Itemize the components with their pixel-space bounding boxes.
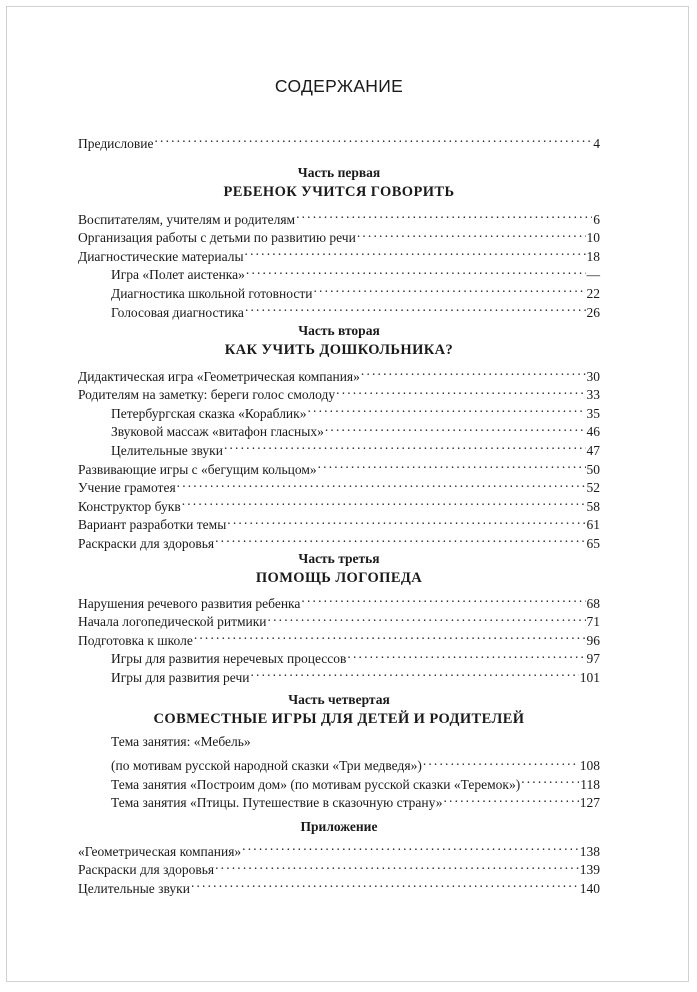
toc-entry-title: Целительные звуки [111,442,223,458]
toc-entry-title: Учение грамотея [78,480,176,496]
toc-entry-title: Тема занятия «Построим дом» (по мотивам русской сказки «Теремок») [111,776,521,792]
intro-block [78,129,600,151]
toc-entry-first-line[interactable]: Тема занятия: «Мебель» [111,734,251,749]
toc-entry-page: 58 [586,498,600,514]
toc-entry-page: 46 [586,424,600,440]
toc-entry[interactable] [78,837,600,859]
dot-leader [194,626,586,645]
dot-leader [296,205,592,224]
dot-leader [307,399,585,418]
toc-entry[interactable] [78,589,600,611]
part-title: СОВМЕСТНЫЕ ИГРЫ ДЛЯ ДЕТЕЙ И РОДИТЕЛЕЙ [153,711,525,727]
part-2 [78,321,600,361]
toc-entry-title: Предисловие [78,135,154,151]
toc-entry-page: 33 [586,387,600,403]
toc-entry-page: 101 [579,669,600,685]
dot-leader [246,261,586,280]
part-2-entries [78,362,600,551]
dot-leader [313,279,585,298]
part-3-entries [78,589,600,685]
toc-entry-title: Тема занятия «Птицы. Путешествие в сказочную страну» [111,795,443,811]
part-label: Часть первая [297,165,381,180]
toc-entry[interactable] [78,205,600,227]
dot-leader [215,856,579,875]
dot-leader [347,645,585,664]
part-3 [78,549,600,589]
dot-leader [154,129,592,148]
dot-leader [318,455,586,474]
toc-entry-page: 68 [586,595,600,611]
toc-entry-page: 35 [586,405,600,421]
dot-leader [250,663,578,682]
part-title: КАК УЧИТЬ ДОШКОЛЬНИКА? [224,342,454,358]
toc-entry-title: Дидактическая игра «Геометрическая компания» [78,368,360,384]
dot-leader [325,418,586,437]
toc-entry-title: Голосовая диагностика [111,304,244,320]
toc-entry-title: «Геометрическая компания» [78,843,242,859]
dot-leader [245,242,586,261]
part-label: Часть третья [298,551,380,566]
toc-entry-title: Игры для развития неречевых процессов [111,651,347,667]
dot-leader [191,874,579,893]
toc-entry-title: Игры для развития речи [111,669,250,685]
dot-leader [268,608,586,627]
appendix-entries [78,837,600,896]
dot-leader [301,589,585,608]
part-1-entries [78,205,600,320]
part-label: Часть вторая [298,323,380,338]
dot-leader [336,381,585,400]
toc-entry-title: Диагностические материалы [78,248,244,264]
toc-entry-title: Развивающие игры с «бегущим кольцом» [78,461,317,477]
toc-entry-page: 140 [579,880,600,896]
toc-entry-title: Раскраски для здоровья [78,535,215,551]
toc-entry[interactable] [78,362,600,384]
toc-entry-page: 50 [586,461,600,477]
toc-entry-title: Диагностика школьной готовности [111,285,313,301]
toc-entry-page: 138 [579,843,600,859]
dot-leader [357,224,586,243]
dot-leader [227,511,585,530]
toc-entry-title: Конструктор букв [78,498,181,514]
toc-entry-title: Нарушения речевого развития ребенка [78,595,301,611]
appendix-title: Приложение [300,819,378,834]
toc-entry-page: 127 [579,795,600,811]
toc-entry-page: 52 [586,480,600,496]
part-1 [78,163,600,203]
toc-entry-page: 6 [593,211,600,227]
toc-entry-page: 71 [586,614,600,630]
toc-entry-title: Воспитателям, учителям и родителям [78,211,296,227]
dot-leader [521,770,579,789]
dot-leader [423,752,579,771]
part-title: ПОМОЩЬ ЛОГОПЕДА [255,570,423,586]
toc-entry-title: Целительные звуки [78,880,190,896]
toc-entry-page: 97 [586,651,600,667]
page-title: СОДЕРЖАНИЕ [274,76,404,96]
toc-entry-page: 139 [579,862,600,878]
toc-entry-title: Раскраски для здоровья [78,862,215,878]
toc-entry[interactable] [78,129,600,151]
toc-entry-page: 96 [586,632,600,648]
toc-entry-page: 10 [586,230,600,246]
toc-entry-title: Подготовка к школе [78,632,193,648]
toc-entry-page: 118 [580,776,600,792]
toc-entry-title: Родителям на заметку: береги голос смолоду [78,387,336,403]
appendix [78,817,600,836]
toc-entry-title: (по мотивам русской народной сказки «Три медведя») [111,758,422,774]
dot-leader [245,298,586,317]
toc-entry-page: 65 [586,535,600,551]
toc-entry-page: 47 [586,442,600,458]
toc-entry-page: — [586,267,600,283]
toc-entry-page: 18 [586,248,600,264]
part-4 [78,690,600,730]
dot-leader [361,362,586,381]
toc-entry-title: Вариант разработки темы [78,517,227,533]
toc-entry-page: 108 [579,758,600,774]
toc-entry-title: Петербургская сказка «Кораблик» [111,405,307,421]
part-4-entries [78,733,600,811]
dot-leader [215,529,585,548]
toc-entry-page: 26 [586,304,600,320]
toc-entry-title: Звуковой массаж «витафон гласных» [111,424,324,440]
dot-leader [224,436,586,455]
toc-entry-title: Организация работы с детьми по развитию речи [78,230,356,246]
part-label: Часть четвертая [288,692,390,707]
toc-entry-page: 30 [586,368,600,384]
toc-subentry[interactable] [78,752,600,774]
toc-entry-title: Игра «Полет аистенка» [111,267,245,283]
toc-entry-page: 4 [593,135,600,151]
toc-entry-title: Начала логопедической ритмики [78,614,267,630]
toc-entry-page: 22 [586,285,600,301]
dot-leader [443,789,578,808]
dot-leader [182,492,586,511]
dot-leader [177,474,586,493]
toc-entry-page: 61 [586,517,600,533]
part-title: РЕБЕНОК УЧИТСЯ ГОВОРИТЬ [223,184,455,200]
dot-leader [242,837,579,856]
